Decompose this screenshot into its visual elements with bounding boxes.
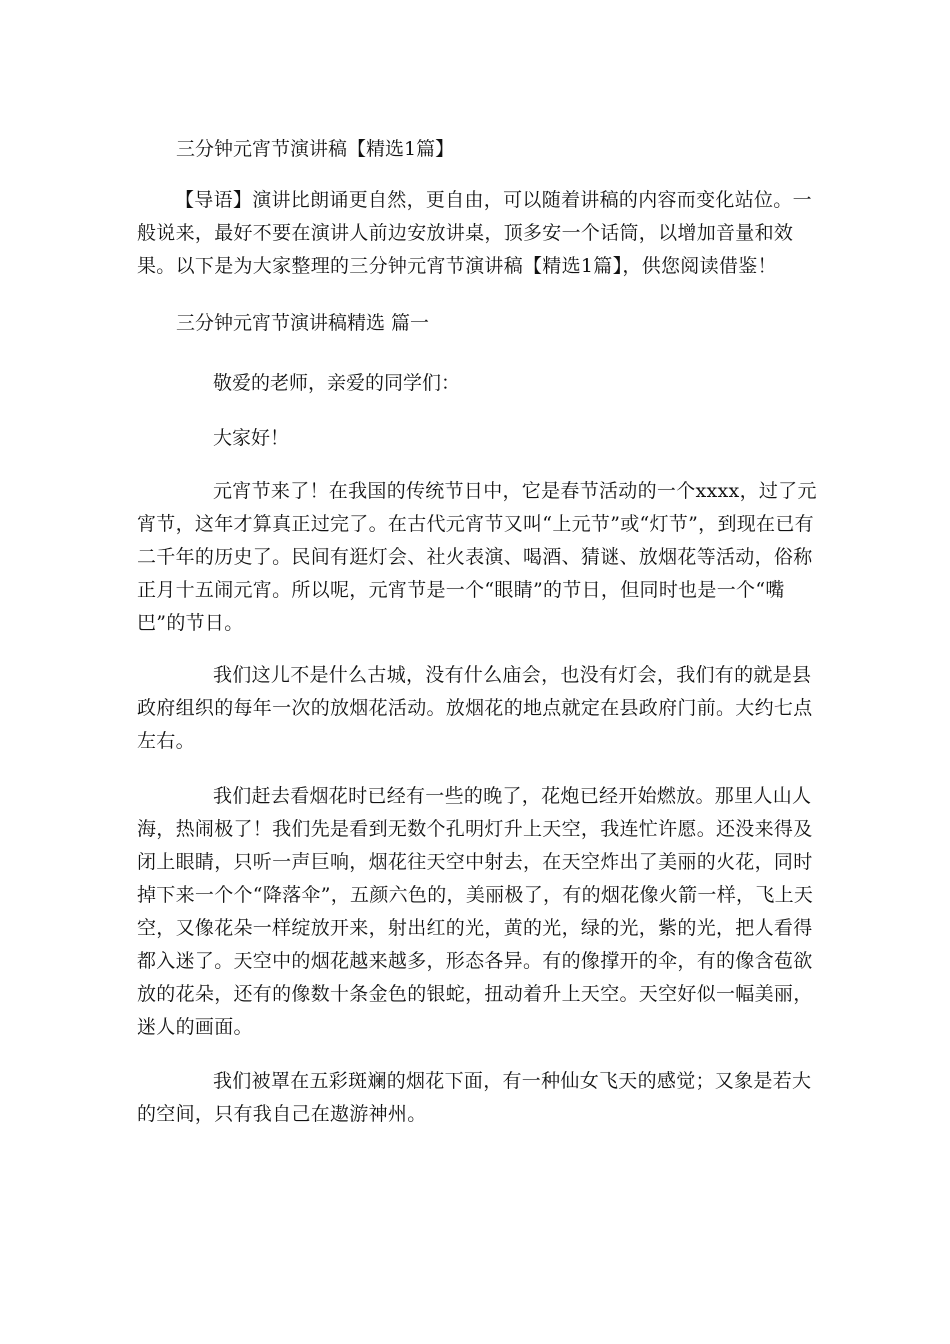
body-paragraph-2: 我们这儿不是什么古城，没有什么庙会，也没有灯会，我们有的就是县政府组织的每年一次的放烟花活动。放烟花的地点就定在县政府门前。大约七点左右。	[137, 664, 813, 752]
greeting: 大家好！	[213, 427, 290, 449]
salutation: 敬爱的老师，亲爱的同学们：	[213, 372, 461, 394]
body-paragraph-1: 元宵节来了！在我国的传统节日中，它是春节活动的一个xxxx，过了元宵节，这年才算真正过完了。在古代元宵节又叫“上元节”或“灯节”，到现在已有二千年的历史了。民间有逛灯会、社火表演、喝酒、猜谜、放烟花等活动，俗称正月十五闹元宵。所以呢，元宵节是一个“眼睛”的节日，但同时也是一个“嘴巴”的节日。	[137, 480, 817, 634]
body-paragraph-4: 我们被罩在五彩斑斓的烟花下面，有一种仙女飞天的感觉；又象是若大的空间，只有我自己在遨游神州。	[137, 1070, 812, 1125]
document-title: 三分钟元宵节演讲稿【精选1篇】	[176, 138, 455, 160]
intro-paragraph: 【导语】演讲比朗诵更自然，更自由，可以随着讲稿的内容而变化站位。一般说来，最好不要在演讲人前边安放讲桌，顶多安一个话筒，以增加音量和效果。以下是为大家整理的三分钟元宵节演讲稿【精选1篇】，供您阅读借鉴！	[137, 189, 812, 277]
body-paragraph-3: 我们赶去看烟花时已经有一些的晚了，花炮已经开始燃放。那里人山人海，热闹极了！我们先是看到无数个孔明灯升上天空，我连忙许愿。还没来得及闭上眼睛，只听一声巨响，烟花往天空中射去，在天空炸出了美丽的火花，同时掉下来一个个“降落伞”，五颜六色的，美丽极了，有的烟花像火箭一样，飞上天空，又像花朵一样绽放开来，射出红的光，黄的光，绿的光，紫的光，把人看得都入迷了。天空中的烟花越来越多，形态各异。有的像撑开的伞，有的像含苞欲放的花朵，还有的像数十条金色的银蛇，扭动着升上天空。天空好似一幅美丽，迷人的画面。	[137, 785, 814, 1038]
section-heading: 三分钟元宵节演讲稿精选 篇一	[176, 312, 430, 334]
